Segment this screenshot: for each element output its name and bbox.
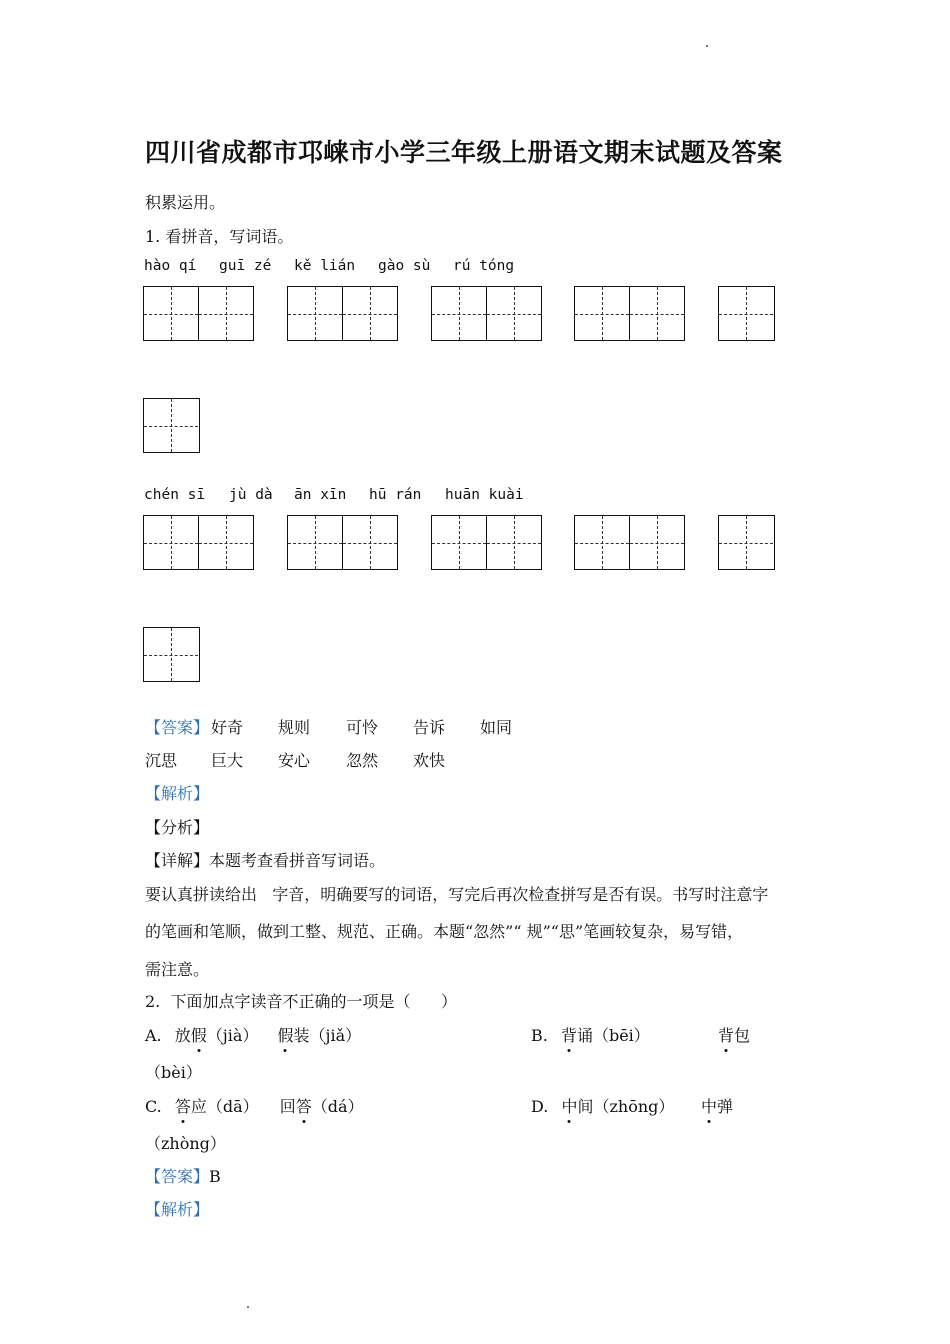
option-text: 回答（dá） [279,1097,364,1116]
writing-grid[interactable] [287,286,398,341]
answer-word: 可怜 [346,718,379,737]
pinyin-label: jù dà [229,487,273,503]
answer-word: 巨大 [211,751,244,770]
xiangjie-text: 本题考查看拼音写词语。 [209,851,386,870]
pinyin-label: hū rán [369,487,422,503]
question-2: 2. 下面加点字读音不正确的一项是（ ） [145,992,457,1011]
option-c[interactable] [145,1094,364,1117]
option-d[interactable] [531,1094,674,1117]
option-a[interactable] [145,1023,361,1046]
option-label: C. [145,1097,162,1116]
emphasis-dot-char: 答 [295,1097,312,1116]
option-label: D. [531,1097,549,1116]
section-heading: 积累运用。 [145,193,226,212]
writing-grid[interactable] [574,286,685,341]
answer-word: 如同 [480,718,513,737]
option-b[interactable] [531,1023,650,1046]
answer-word: 欢快 [413,751,446,770]
answer-value: B [209,1167,221,1186]
option-text: 假装（jiǎ） [277,1026,362,1045]
pinyin-label: gào sù [378,258,431,274]
option-text: 背诵（bēi） [560,1026,650,1045]
option-text: 答应（dā） [174,1097,259,1116]
answer-word: 安心 [278,751,311,770]
pinyin-label: huān kuài [445,487,524,503]
page-title: 四川省成都市邛崃市小学三年级上册语文期末试题及答案 [145,138,783,167]
question-1: 1. 看拼音，写词语。 [145,227,294,246]
option-text: 中间（zhōng） [561,1097,675,1116]
answer-word: 告诉 [413,718,446,737]
answer-tag: 【答案】 [145,1167,210,1186]
answer-word: 规则 [278,718,311,737]
answer-word: 忽然 [346,751,379,770]
jiexi-tag: 【解析】 [145,1200,210,1219]
pinyin-label: rú tóng [453,258,515,274]
xiangjie-tag: 【详解】 [145,851,210,870]
pinyin-label: kě lián [294,258,356,274]
emphasis-dot-char: 背 [560,1026,577,1045]
writing-grid[interactable] [718,515,775,570]
emphasis-dot-char: 假 [277,1026,294,1045]
explanation-paragraph: 要认真拼读给出 字音，明确要写的词语，写完后再次检查拼写是否有误。书写时注意字 [145,885,769,904]
explanation-paragraph: 需注意。 [145,960,210,979]
option-text: 中弹 [701,1097,734,1116]
jiexi-tag: 【解析】 [145,784,210,803]
option-label: B. [531,1026,548,1045]
option-text: 放假（jià） [174,1026,259,1045]
writing-grid[interactable] [143,627,200,682]
xiangjie-line [145,848,385,871]
pinyin-label: chén sī [144,487,206,503]
footer-mark [247,1306,249,1308]
pinyin-label: ān xīn [294,487,347,503]
emphasis-dot-char: 背 [718,1026,735,1045]
pinyin-label: guī zé [219,258,272,274]
writing-grid[interactable] [143,286,254,341]
option-b-continued: （bèi） [145,1063,202,1082]
emphasis-dot-char: 答 [174,1097,191,1116]
option-text: 背包 [718,1026,751,1045]
answer-line [145,1164,221,1187]
emphasis-dot-char: 中 [701,1097,718,1116]
answer-word: 好奇 [211,718,244,737]
answer-tag: 【答案】 [145,718,210,737]
option-label: A. [145,1026,162,1045]
writing-grid[interactable] [431,286,542,341]
emphasis-dot-char: 假 [190,1026,207,1045]
writing-grid[interactable] [718,286,775,341]
explanation-paragraph: 的笔画和笔顺，做到工整、规范、正确。本题“忽然”“ 规”“思”笔画较复杂，易写错， [145,922,744,941]
writing-grid[interactable] [574,515,685,570]
writing-grid[interactable] [287,515,398,570]
writing-grid[interactable] [143,398,200,453]
pinyin-label: hào qí [144,258,197,274]
option-d-continued: （zhòng） [145,1134,226,1153]
answer-word: 沉思 [145,751,178,770]
writing-grid[interactable] [143,515,254,570]
writing-grid[interactable] [431,515,542,570]
fenxi-tag: 【分析】 [145,818,210,837]
emphasis-dot-char: 中 [561,1097,578,1116]
corner-mark [706,45,708,47]
